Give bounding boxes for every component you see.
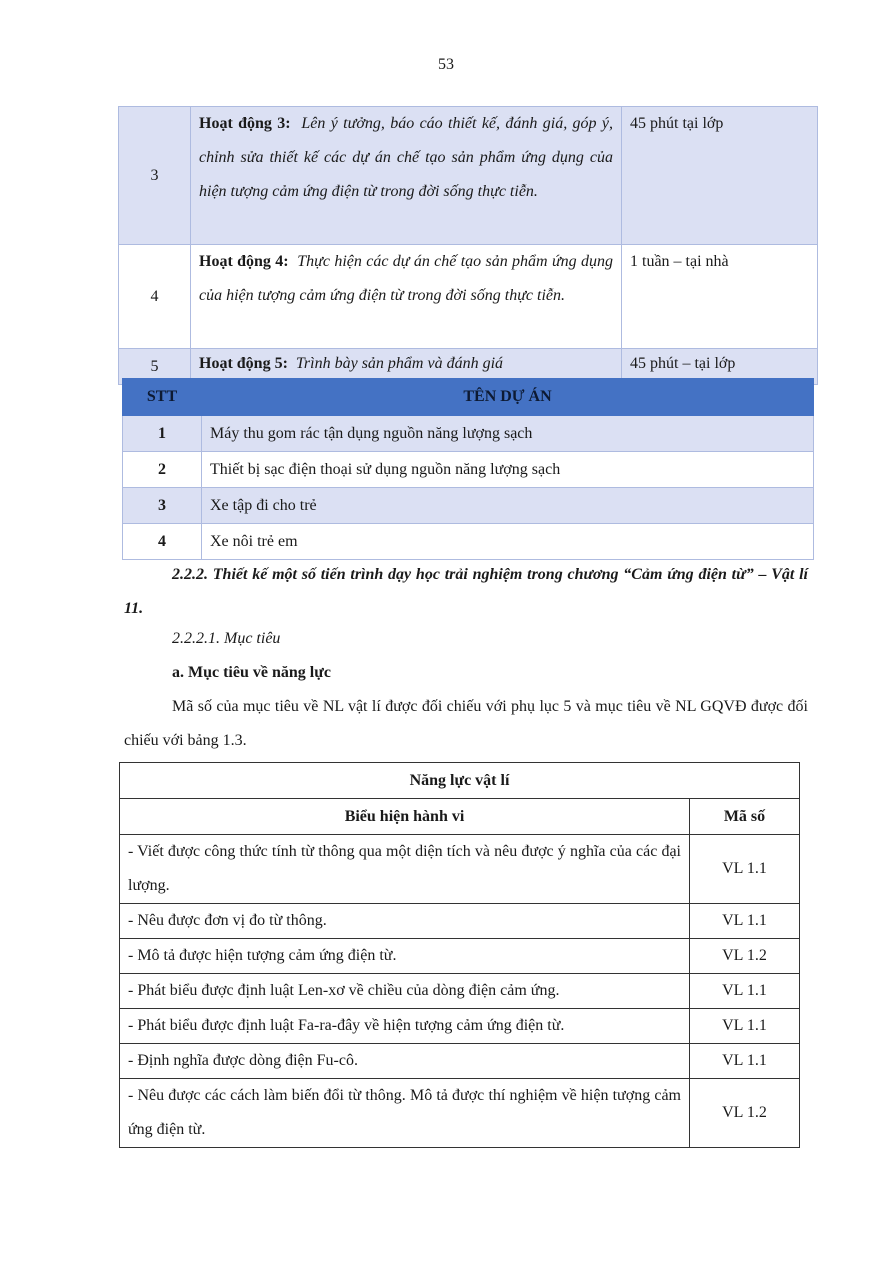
project-name: Thiết bị sạc điện thoại sử dụng nguồn năng lượng sạch: [202, 452, 814, 488]
code-cell: VL 1.1: [690, 1009, 800, 1044]
behavior-cell: - Phát biểu được định luật Len-xơ về chiều của dòng điện cảm ứng.: [120, 974, 690, 1009]
table-row: [120, 1079, 800, 1148]
table-row: [120, 939, 800, 974]
header-project-name: TÊN DỰ ÁN: [202, 379, 814, 416]
behavior-cell: - Phát biểu được định luật Fa-ra-đây về hiện tượng cảm ứng điện từ.: [120, 1009, 690, 1044]
table-row: [119, 107, 818, 245]
activity-time: 45 phút tại lớp: [622, 107, 818, 245]
code-cell: VL 1.1: [690, 835, 800, 904]
behavior-cell: - Nêu được các cách làm biến đổi từ thông. Mô tả được thí nghiệm về hiện tượng cảm ứng điện từ.: [120, 1079, 690, 1148]
table-row: [123, 524, 814, 560]
behavior-cell: - Định nghĩa được dòng điện Fu-cô.: [120, 1044, 690, 1079]
activity-text: Trình bày sản phẩm và đánh giá: [295, 355, 504, 372]
activity-stt: 5: [119, 349, 191, 385]
subheading-a: a. Mục tiêu về năng lực: [172, 664, 331, 681]
project-name: Máy thu gom rác tận dụng nguồn năng lượng sạch: [202, 416, 814, 452]
project-no: 2: [123, 452, 202, 488]
header-code: Mã số: [690, 799, 800, 835]
table-row: [123, 416, 814, 452]
section-heading: 2.2.2. Thiết kế một số tiến trình dạy học trải nghiệm trong chương “Cảm ứng điện từ” – Vật lí 11.: [124, 566, 808, 617]
header-behavior: Biểu hiện hành vi: [120, 799, 690, 835]
activity-time: 1 tuần – tại nhà: [622, 245, 818, 349]
activity-table: [118, 106, 818, 385]
project-no: 3: [123, 488, 202, 524]
activity-text: Thực hiện các dự án chế tạo sản phẩm ứng dụng của hiện tượng cảm ứng điện từ trong đời sống thực tiễn.: [199, 253, 614, 304]
body-paragraph: Mã số của mục tiêu về NL vật lí được đối chiếu với phụ lục 5 và mục tiêu về NL GQVĐ được đối chiếu với bảng 1.3.: [124, 698, 808, 749]
behavior-cell: - Mô tả được hiện tượng cảm ứng điện từ.: [120, 939, 690, 974]
activity-stt: 4: [119, 245, 191, 349]
table-row: [120, 974, 800, 1009]
table-row: [123, 452, 814, 488]
table-row: [120, 1044, 800, 1079]
activity-title: Hoạt động 4:: [199, 253, 289, 270]
project-name: Xe tập đi cho trẻ: [202, 488, 814, 524]
table-row: [123, 488, 814, 524]
table-row: [120, 1009, 800, 1044]
project-name: Xe nôi trẻ em: [202, 524, 814, 560]
table-row: [120, 904, 800, 939]
project-table: [122, 378, 814, 560]
code-cell: VL 1.2: [690, 939, 800, 974]
code-cell: VL 1.1: [690, 1044, 800, 1079]
behavior-cell: - Viết được công thức tính từ thông qua một diện tích và nêu được ý nghĩa của các đại lượng.: [120, 835, 690, 904]
activity-description: [191, 245, 622, 349]
table-header-row: [123, 379, 814, 416]
project-no: 1: [123, 416, 202, 452]
table-row: [119, 245, 818, 349]
activity-text: Lên ý tưởng, báo cáo thiết kế, đánh giá, góp ý, chỉnh sửa thiết kế các dự án chế tạo sản phẩm ứng dụng của hiện tượng cảm ứng điện từ trong đời sống thực tiễn.: [199, 115, 614, 200]
table-title-row: [120, 763, 800, 799]
subsection-title: 2.2.2.1. Mục tiêu: [172, 630, 281, 647]
header-stt: STT: [123, 379, 202, 416]
activity-description: [191, 107, 622, 245]
behavior-cell: - Nêu được đơn vị đo từ thông.: [120, 904, 690, 939]
competence-title: Năng lực vật lí: [120, 763, 800, 799]
code-cell: VL 1.1: [690, 974, 800, 1009]
table-row: [120, 835, 800, 904]
code-cell: VL 1.2: [690, 1079, 800, 1148]
project-no: 4: [123, 524, 202, 560]
activity-time: 45 phút – tại lớp: [622, 349, 818, 385]
activity-title: Hoạt động 5:: [199, 355, 288, 372]
table-header-row: [120, 799, 800, 835]
activity-title: Hoạt động 3:: [199, 115, 291, 132]
page-number: 53: [438, 56, 454, 73]
activity-stt: 3: [119, 107, 191, 245]
competence-table: [119, 762, 800, 1148]
code-cell: VL 1.1: [690, 904, 800, 939]
